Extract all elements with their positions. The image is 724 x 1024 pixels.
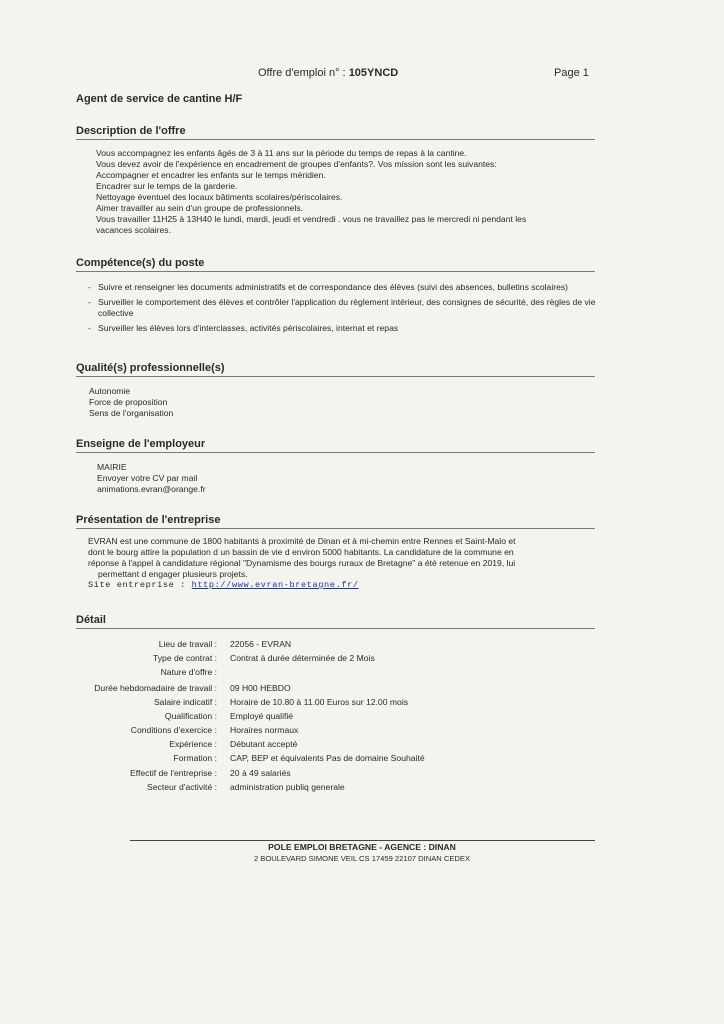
list-item: - Surveiller les élèves lors d'interclasses, activités périscolaires, internat et repas: [84, 323, 596, 334]
description-line: Aimer travailler au sein d'un groupe de professionnels.: [96, 203, 304, 213]
table-row: [0, 683, 724, 695]
description-line: Vous accompagnez les enfants âgés de 3 à 11 ans sur la période du temps de repas à la cantine.: [96, 148, 467, 158]
website-label: Site entreprise :: [88, 580, 186, 590]
detail-value: Contrat à durée déterminée de 2 Mois: [230, 653, 375, 663]
description-line: Encadrer sur le temps de la garderie.: [96, 181, 238, 191]
detail-label: Type de contrat :: [152, 653, 217, 663]
section-title-detail: Détail: [76, 614, 106, 626]
detail-value: Employé qualifié: [230, 711, 294, 721]
section-divider: [76, 271, 595, 272]
section-divider: [76, 139, 595, 140]
table-row: [0, 639, 724, 651]
detail-label: Conditions d'exercice :: [130, 725, 217, 735]
job-title: Agent de service de cantine H/F: [76, 93, 243, 105]
detail-label: Qualification :: [164, 711, 217, 721]
section-title-company: Présentation de l'entreprise: [76, 514, 221, 526]
section-divider: [76, 628, 595, 629]
employer-info: [97, 462, 206, 495]
section-title-skills: Compétence(s) du poste: [76, 257, 205, 269]
table-row: [0, 711, 724, 723]
description-line: vacances scolaires.: [96, 225, 171, 235]
table-row: [0, 667, 724, 679]
detail-value: administration publiq generale: [230, 782, 345, 792]
company-line: réponse à l'appel à candidature régional "Dynamisme des bourgs ruraux de Bretagne" a été retenue en 2019, lui: [88, 558, 516, 568]
website-link[interactable]: http://www.evran-bretagne.fr/: [191, 580, 359, 590]
detail-label: Secteur d'activité :: [147, 782, 217, 792]
list-item: Force de proposition: [89, 397, 168, 407]
section-title-description: Description de l'offre: [76, 125, 186, 137]
description-line: Vous devez avoir de l'expérience en encadrement de groupes d'enfants?. Vos mission sont les suivantes:: [96, 159, 497, 169]
description-text: [96, 148, 596, 236]
detail-label: Lieu de travail :: [158, 639, 217, 649]
offer-number: 105YNCD: [348, 67, 399, 79]
company-line: EVRAN est une commune de 1800 habitants à proximité de Dinan et à mi-chemin entre Rennes et Saint-Malo et: [88, 536, 516, 546]
detail-value: 20 à 49 salariés: [230, 768, 291, 778]
qualities-list: [89, 386, 173, 419]
list-item: Autonomie: [89, 386, 131, 396]
section-divider: [76, 452, 595, 453]
list-item: Sens de l'organisation: [89, 408, 174, 418]
list-item: - Surveiller le comportement des élèves et contrôler l'application du règlement intérieur, des consignes de sécurité, des règles de vie collective: [84, 297, 596, 319]
footer-address: 2 BOULEVARD SIMONE VEIL CS 17459 22107 DINAN CEDEX: [253, 854, 471, 863]
description-line: Vous travailler 11H25 à 13H40 le lundi, mardi, jeudi et vendredi . vous ne travaillez pas le mercredi ni pendant les: [96, 214, 527, 224]
detail-value: Débutant accepté: [230, 739, 298, 749]
agency-name: POLE EMPLOI BRETAGNE - AGENCE : DINAN: [268, 842, 456, 852]
detail-label: Durée hebdomadaire de travail :: [94, 683, 217, 693]
table-row: [0, 739, 724, 751]
detail-value: Horaire de 10.80 à 11.00 Euros sur 12.00 mois: [230, 697, 409, 707]
company-website: [88, 580, 596, 591]
employer-email: animations.evran@orange.fr: [97, 484, 206, 494]
detail-label: Nature d'offre :: [160, 667, 217, 677]
section-divider: [76, 528, 595, 529]
skills-list: [84, 282, 596, 338]
offer-label: Offre d'emploi n° :: [258, 67, 346, 79]
table-row: [0, 697, 724, 709]
company-presentation: [88, 536, 596, 591]
employer-name: MAIRIE: [97, 462, 127, 472]
list-item: - Suivre et renseigner les documents administratifs et de correspondance des élèves (suivi des absences, bulletins scolaires): [84, 282, 596, 293]
footer-divider: [130, 840, 595, 841]
table-row: [0, 782, 724, 794]
section-title-qualities: Qualité(s) professionnelle(s): [76, 362, 225, 374]
table-row: [0, 725, 724, 737]
detail-value: CAP, BEP et équivalents Pas de domaine Souhaité: [230, 753, 425, 763]
detail-value: 09 H00 HEBDO: [230, 683, 291, 693]
detail-value: 22056 - EVRAN: [230, 639, 292, 649]
detail-label: Expérience :: [169, 739, 217, 749]
description-line: Accompagner et encadrer les enfants sur le temps méridien.: [96, 170, 326, 180]
page-number: Page 1: [554, 67, 589, 79]
detail-label: Effectif de l'entreprise :: [130, 768, 217, 778]
detail-label: Salaire indicatif :: [153, 697, 217, 707]
offer-number-header: [258, 67, 398, 79]
company-line: dont le bourg attire la population d un bassin de vie d environ 5000 habitants. La candidature de la commune en: [88, 547, 514, 557]
section-title-employer: Enseigne de l'employeur: [76, 438, 206, 450]
employer-instruction: Envoyer votre CV par mail: [97, 473, 198, 483]
table-row: [0, 653, 724, 665]
section-divider: [76, 376, 595, 377]
table-row: [0, 768, 724, 780]
detail-label: Formation :: [173, 753, 217, 763]
company-line: permettant d engager plusieurs projets.: [98, 569, 248, 579]
table-row: [0, 753, 724, 765]
description-line: Nettoyage éventuel des locaux bâtiments scolaires/périscolaires.: [96, 192, 343, 202]
footer-agency: [0, 842, 724, 852]
detail-value: Horaires normaux: [230, 725, 299, 735]
